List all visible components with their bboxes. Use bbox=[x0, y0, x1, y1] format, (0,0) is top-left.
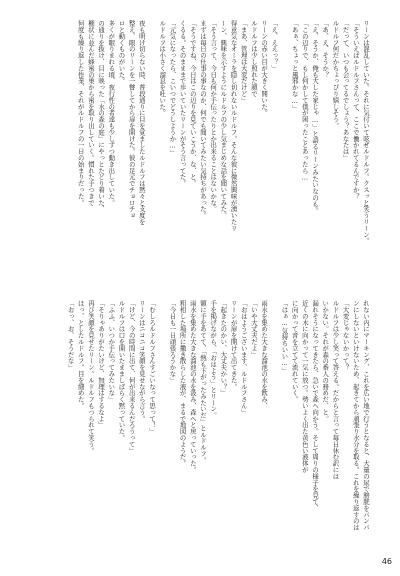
text-column: 「今日も一日頑張ろうかな」 bbox=[168, 300, 177, 384]
text-column: 「この辺りで、もし何かして僕が困ったことあったら… bbox=[300, 20, 309, 182]
text-column: 「おはようございます、ルドルフさん」 bbox=[239, 300, 248, 416]
text-column: ルドルフは小さく溜息を吐いた。 bbox=[158, 20, 167, 116]
text-column: 「けど、今の時間に出て、何が出来るんだろうって」 bbox=[127, 300, 136, 454]
text-column: ほっ、としたルドルフ。目を細めた。 bbox=[76, 300, 85, 409]
text-column: 「え、ええっ？」 bbox=[270, 20, 279, 72]
text-column: 雨水を集めた大きな溜池の水を飲み、 bbox=[260, 300, 269, 409]
text-column: 「だって、いつも会ってるでしょう？あなたは」 bbox=[341, 20, 350, 161]
text-column: 「あぁ、ちょっと風邪かな…」 bbox=[290, 20, 299, 112]
lower-text-block bbox=[30, 300, 370, 540]
text-column: 「ふふ、いつか手伝ってみたいな」 bbox=[107, 300, 116, 403]
text-column: 整え、眼のリーンを一瞥してから扉を開けた。彼の足元でチョロチョ bbox=[127, 20, 136, 219]
text-column: 多くが眠りまれる頃、夜行性の者達も少しずつ動き出していた。 bbox=[107, 20, 116, 206]
text-column: ルドルフは少し笑って答える。だからと言って毎日休む訳には bbox=[331, 300, 340, 480]
text-column: の通りを抜け、目に映った「水の森の庭」にやっとたどり着いた、 bbox=[97, 20, 106, 212]
text-column: 「そりゃありがたいけど、無理はするなよ」 bbox=[97, 300, 106, 428]
text-column: 何度も繰り返した作業、それがルドルフの一日の始まりだった。 bbox=[76, 20, 85, 206]
page-number: 46 bbox=[381, 557, 392, 566]
text-column: 再び笑顔を見せたリーン。ルドルフもつられて笑う。 bbox=[86, 300, 95, 454]
text-column: 手を掲げながら、「おはよう」とリーン。 bbox=[209, 300, 218, 419]
text-column: 「むしろルドルフさんすごいなって思って！」 bbox=[148, 300, 157, 435]
text-column: に向かって音を立てて流れていく。 bbox=[290, 300, 299, 403]
text-column: 「いや大丈夫だよ」 bbox=[249, 300, 258, 358]
text-column: 「起きたのかい、大丈夫かい？」 bbox=[219, 300, 228, 396]
text-column: ロと動くものがいた。 bbox=[117, 20, 126, 84]
text-column: 「大変じゃないかって？ bbox=[341, 300, 350, 371]
text-column: 額に手をあてて、「熱も下がったみたいだ」とルドルフ。 bbox=[199, 300, 207, 464]
text-column: ルドルフは少し照れた顔で bbox=[249, 20, 258, 97]
text-column: まずは毎日の仕事の事なのか、何でも聞いてみたい気持ちがあった。 bbox=[199, 20, 207, 219]
text-column: 漏れそうになってきたら、急いで森へ向かう。そして周りの様子を見て、 bbox=[311, 300, 320, 512]
text-column: 夜も明け切らない時、普段通りに目を覚ましたルドルフは黙々と支度を bbox=[137, 20, 146, 225]
text-column: 「はぁ…気持ちいい…」 bbox=[280, 300, 289, 374]
text-column: 「そうですね、今日はこの辺りを見ていこうか、な、と。 bbox=[188, 20, 197, 187]
text-column: 「そういえばルドルフさんって、ここで働かれてるんですか？ bbox=[351, 20, 360, 200]
text-column: リーンの赤い目が大きく開いた。 bbox=[260, 20, 269, 116]
text-column: 「そう言って、今日も何か手伝ったりとか出来ることはないかな。 bbox=[209, 20, 218, 212]
text-column: ンにしないといけないため、起きてから頑張り水分を取る。これを繰り返すのは bbox=[351, 300, 360, 531]
upper-text-block bbox=[30, 20, 370, 257]
text-column: リーンは混乱していた。それに気付いて呟ぜルドルフ。クスッと笑うリーン。 bbox=[362, 20, 370, 244]
text-column: くるる。そのまままで歩いていたリーンがそう言ってた。 bbox=[178, 20, 187, 187]
text-column: 近くの木に向かって一気に放つ。勢いよく出た黄色い液体が bbox=[300, 300, 309, 473]
text-column: 棚状に並んだ蜂蜜の巣から蜜を取り出していく。慣れた手つきで bbox=[86, 20, 95, 206]
text-column: 「あ、え、そうか？ bbox=[321, 20, 330, 78]
text-column: リーンはニコニコ笑顔を見せながら言う。 bbox=[137, 300, 146, 422]
text-column: 得意気なオーラを隠し切れないルドルフ。そんな彼に微然興味が湧いたリ bbox=[229, 20, 238, 232]
text-column: 雨水を集めた大きな溜池の水を汲み、森へと戻っていった。 bbox=[188, 300, 197, 473]
text-column: ルドルフは口を開いたまましばらく黙っていた。 bbox=[117, 300, 126, 441]
text-column: 「まあ、管理は大変だけど」 bbox=[239, 20, 248, 104]
text-column: 「え、そうか、俺も大した家じゃ…」と語るリーンみたいなのも。 bbox=[311, 20, 320, 214]
text-column: いかない。それが森の番人の務めだ、と。 bbox=[321, 300, 330, 422]
text-column: 「おっ、お、そうだな」 bbox=[66, 300, 75, 371]
text-column: 粗相した場所に撒き散らした液が、まるで地図のようだ。 bbox=[178, 300, 187, 467]
text-column: 「元気になったら、こいつでどうしようか…」 bbox=[168, 20, 177, 156]
text-column: リーンが扉を開けて出てきた。 bbox=[229, 300, 238, 390]
text-column: れない内にマーキング、これを広い地で行うとなると、大量の尿で膀胱をパンパ bbox=[362, 300, 370, 531]
text-column: ルドルフ何だかちょっぴり嬉しそう。 bbox=[331, 20, 340, 129]
text-column: ーン、興味を示すようにルドルフの少し気まじめな話を聞いてみた。 bbox=[219, 20, 228, 219]
